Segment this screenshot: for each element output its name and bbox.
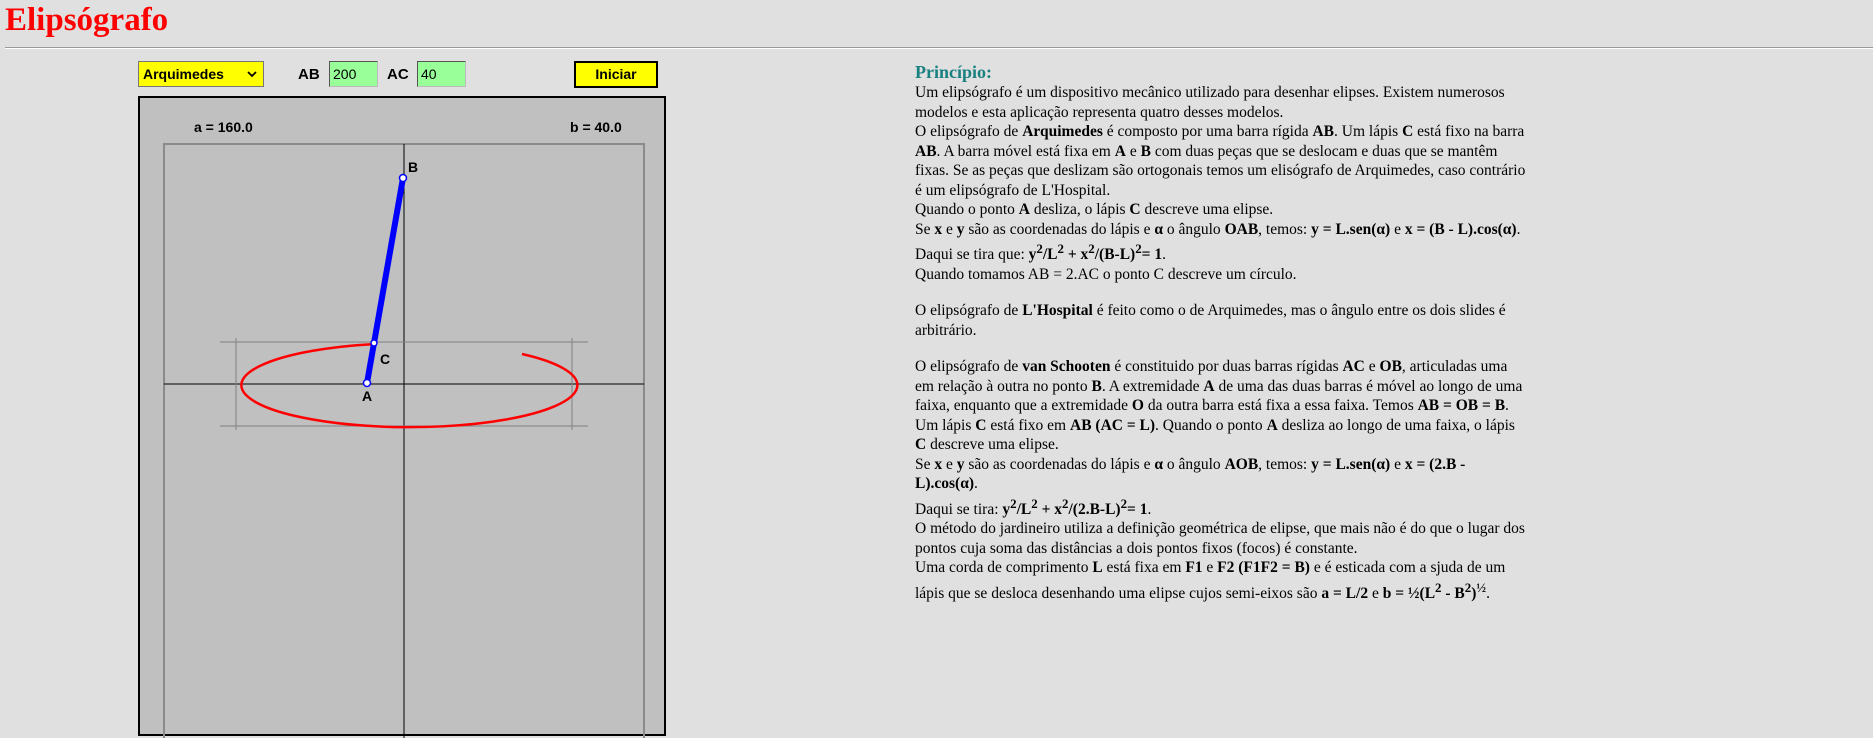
principle-line: Quando o ponto A desliza, o lápis C descreve uma elipse.	[915, 201, 1274, 218]
ab-label: AB	[298, 66, 320, 83]
principle-line: é um elipsógrafo de L'Hospital.	[915, 181, 1111, 199]
principle-panel	[915, 61, 1873, 603]
principle-line: Se x e y são as coordenadas do lápis e α o ângulo AOB, temos: y = L.sen(α) e x = (2.B -	[915, 455, 1466, 473]
principle-line: em relação à outra no ponto B. A extremidade A de uma das duas barras é móvel ao longo de uma	[915, 377, 1523, 395]
principle-body	[915, 83, 1873, 603]
point-c	[371, 340, 377, 346]
ellipsograph-drawing	[140, 98, 664, 738]
principle-line: AB. A barra móvel está fixa em A e B com duas peças que se deslocam e duas que se mantêm	[915, 142, 1498, 160]
start-button[interactable]: Iniciar	[574, 61, 658, 88]
point-b-label: B	[408, 159, 419, 175]
point-c-label: C	[380, 351, 391, 367]
point-a-label: A	[362, 388, 373, 404]
principle-line: Daqui se tira: $y^2/L^2 + x^2/(2.B-L)^2= 1$.	[915, 495, 1152, 518]
principle-line: Daqui se tira que: $y^2/L^2 + x^2/(B-L)^2= 1$.	[915, 241, 1167, 264]
principle-line: O elipsógrafo de L'Hospital é feito como o de Arquimedes, mas o ângulo entre os dois slides é	[915, 302, 1506, 320]
principle-line: faixa, enquanto que a extremidade O da outra barra está fixa a essa faixa. Temos AB = OB = B.	[915, 397, 1509, 415]
paragraph-gap	[915, 340, 1873, 357]
principle-line: C descreve uma elipse.	[915, 436, 1059, 454]
principle-line: O método do jardineiro utiliza a definição geométrica de elipse, que mais não é do que o lugar dos	[915, 520, 1525, 538]
model-select[interactable]	[138, 61, 264, 87]
principle-line: pontos cuja soma das distâncias a dois pontos fixos (focos) é constante.	[915, 539, 1358, 557]
principle-line: Um elipsógrafo é um dispositivo mecânico utilizado para desenhar elipses. Existem numerosos	[915, 84, 1505, 101]
paragraph-gap	[915, 284, 1873, 301]
principle-line: O elipsógrafo de Arquimedes é composto por uma barra rígida AB. Um lápis C está fixo na barra	[915, 123, 1525, 140]
principle-line: Uma corda de comprimento L está fixa em F1 e F2 (F1F2 = B) e é esticada com a sjuda de um	[915, 559, 1506, 577]
principle-line: lápis que se desloca desenhando uma elipse cujos semi-eixos são a = L/2 e $b = \frac{1}{2}(L^2 - B^2)^{\frac{1}{2}}$.	[915, 579, 1490, 602]
ellipsograph-canvas[interactable]	[138, 96, 666, 736]
principle-line: fixas. Se as peças que deslizam são ortogonais temos um elisógrafo de Arquimedes, caso contrário	[915, 162, 1526, 179]
principle-line: Um lápis C está fixo em AB (AC = L). Quando o ponto A desliza ao longo de uma faixa, o lápis	[915, 416, 1515, 434]
principle-line: O elipsógrafo de van Schooten é constituido por duas barras rígidas AC e OB, articuladas uma	[915, 358, 1508, 376]
principle-line: arbitrário.	[915, 321, 977, 339]
ac-input[interactable]: 40	[417, 61, 466, 87]
chevron-down-icon	[245, 67, 259, 81]
principle-title: Princípio:	[915, 62, 992, 82]
point-a[interactable]	[364, 380, 371, 387]
point-b[interactable]	[400, 175, 407, 182]
ab-input[interactable]: 200	[329, 61, 378, 87]
a-readout: a = 160.0	[194, 119, 253, 135]
principle-line: modelos e esta aplicação representa quatro desses modelos.	[915, 103, 1284, 121]
principle-line: Se x e y são as coordenadas do lápis e α o ângulo OAB, temos: y = L.sen(α) e x = (B - L).cos(α).	[915, 220, 1521, 238]
principle-line: Quando tomamos AB = 2.AC o ponto C descreve um círculo.	[915, 265, 1297, 283]
divider	[5, 47, 1873, 49]
ac-label: AC	[387, 66, 409, 83]
b-readout: b = 40.0	[570, 119, 622, 135]
model-select-value: Arquimedes	[143, 66, 224, 82]
principle-line: L).cos(α).	[915, 475, 978, 493]
ellipse-trace	[241, 344, 577, 427]
page-title: Elipsógrafo	[5, 2, 169, 38]
